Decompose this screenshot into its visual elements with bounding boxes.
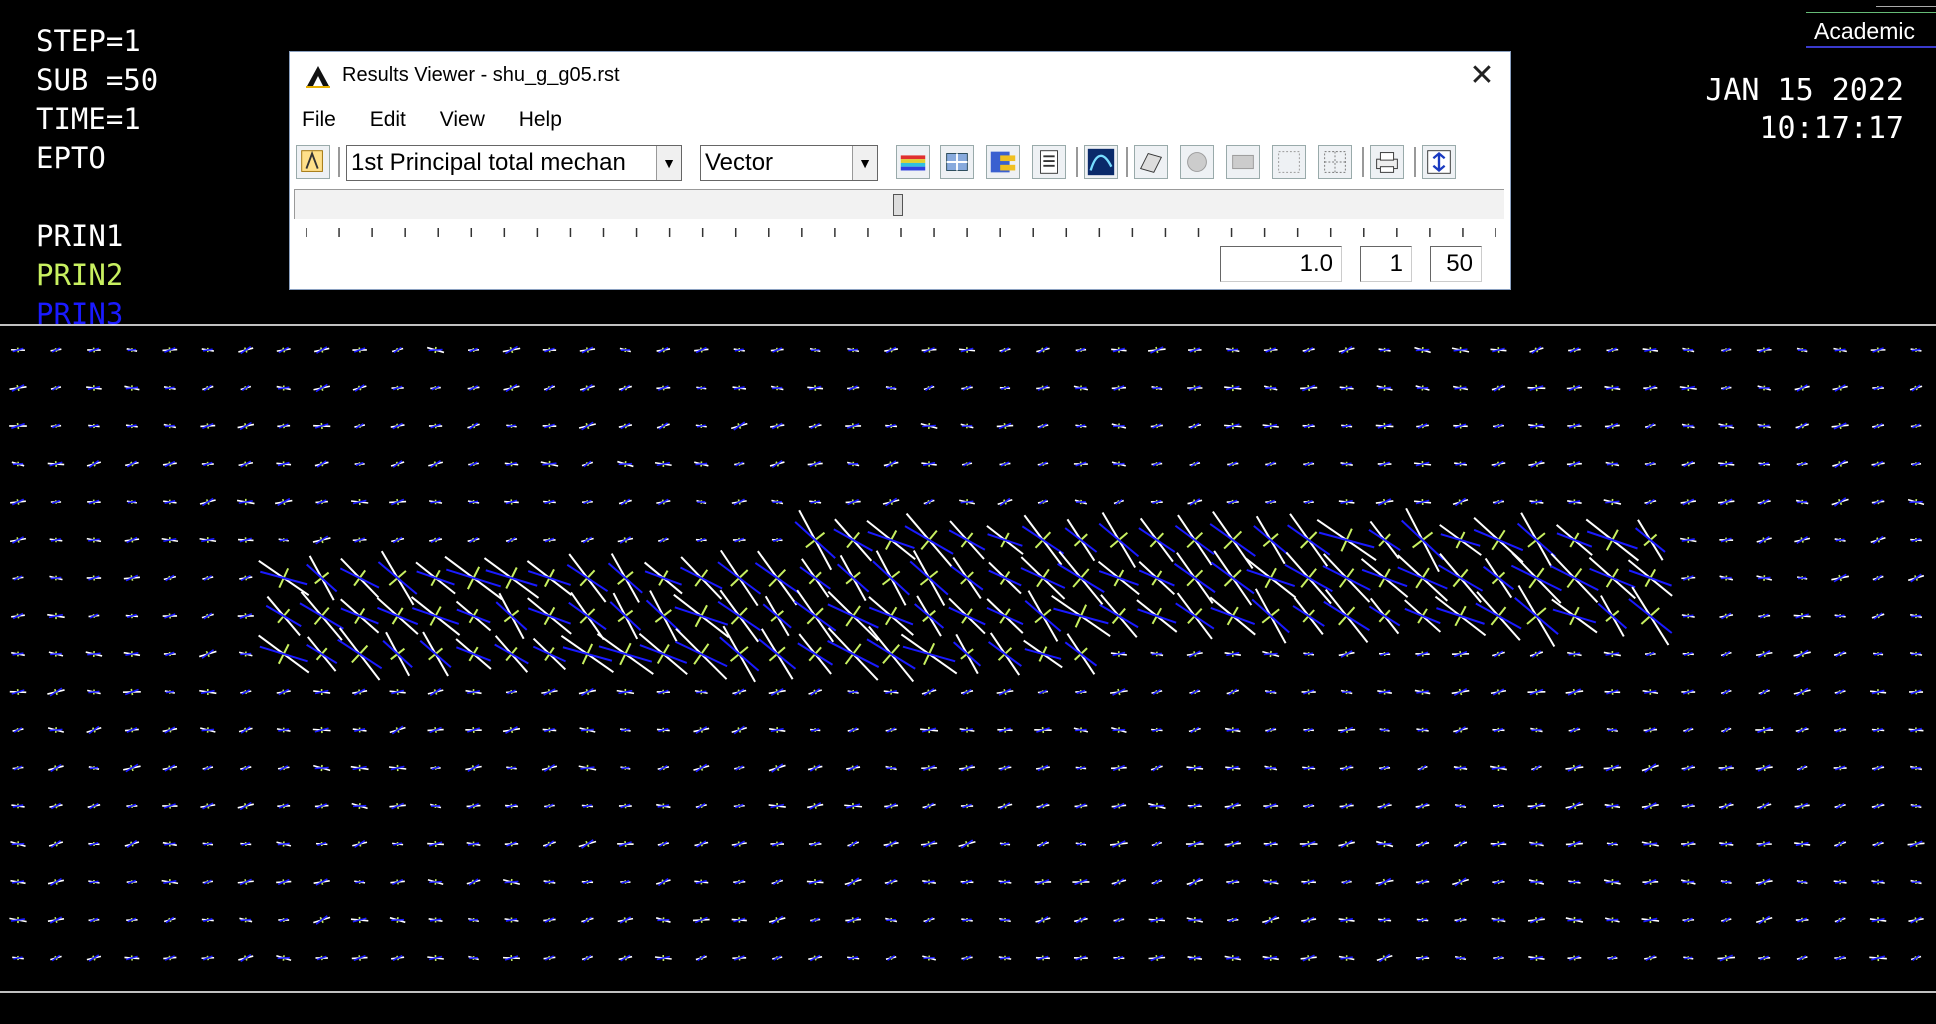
strain-vector <box>377 608 417 624</box>
strain-vector <box>469 958 478 959</box>
element-plot-icon[interactable] <box>940 145 974 179</box>
strain-vector <box>1909 502 1922 503</box>
plot-date: JAN 15 2022 <box>1705 73 1904 108</box>
strain-vector <box>391 920 404 921</box>
strain-vector <box>1247 570 1295 586</box>
strain-vector <box>838 564 869 591</box>
strain-vector <box>1759 537 1769 544</box>
strain-vector <box>989 642 1022 666</box>
strain-vector <box>1456 958 1465 959</box>
strain-vector <box>848 349 857 350</box>
strain-vector <box>307 645 337 663</box>
strain-vector <box>49 729 62 730</box>
strain-vector <box>12 844 25 845</box>
ansys-logo-icon <box>304 64 332 90</box>
strain-vector <box>1682 882 1694 883</box>
toolbar-separator <box>1414 147 1416 177</box>
strain-vector <box>1378 844 1392 845</box>
strain-vector <box>469 920 478 921</box>
result-item-label: EPTO <box>36 141 106 175</box>
strain-vector <box>1075 730 1087 731</box>
print-icon[interactable] <box>1370 145 1404 179</box>
strain-vector <box>582 385 592 392</box>
strain-vector <box>657 920 669 921</box>
strain-vector <box>496 602 527 630</box>
menu-help[interactable]: Help <box>518 108 562 131</box>
strain-vector <box>240 654 251 655</box>
strain-vector <box>1759 388 1770 389</box>
strain-vector <box>949 608 985 625</box>
strain-vector <box>1797 502 1807 503</box>
strain-vector <box>355 841 365 848</box>
toolbar-separator <box>1126 147 1128 177</box>
strain-vector <box>1912 806 1921 807</box>
toolbar-separator <box>338 147 340 177</box>
strain-vector <box>1587 532 1637 549</box>
vector-plot <box>0 320 1936 1000</box>
strain-vector <box>1113 730 1126 731</box>
strain-vector <box>886 498 897 505</box>
strain-vector <box>772 388 782 389</box>
strain-vector <box>1293 606 1324 626</box>
strain-vector <box>772 502 782 503</box>
strain-vector <box>431 461 441 468</box>
time-slider[interactable] <box>294 189 1504 219</box>
academic-badge: Academic <box>1806 12 1936 48</box>
chevron-down-icon[interactable]: ▼ <box>656 146 681 180</box>
strain-vector <box>1441 534 1480 546</box>
strain-vector <box>1476 604 1521 629</box>
strain-vector <box>202 498 213 505</box>
strain-vector <box>1911 768 1921 769</box>
strain-vector <box>1288 525 1330 555</box>
strain-vector <box>1324 602 1370 631</box>
strain-vector <box>645 571 682 584</box>
slider-thumb[interactable] <box>893 194 903 216</box>
strain-vector <box>1021 568 1065 588</box>
strain-vector <box>127 841 137 848</box>
legend-prin1: PRIN1 <box>36 219 124 253</box>
plot-type-value: Vector <box>705 149 774 176</box>
strain-vector <box>1683 426 1693 427</box>
strain-vector <box>1025 601 1060 631</box>
strain-vector <box>734 726 744 733</box>
strain-vector <box>51 764 61 771</box>
strain-vector <box>695 463 707 464</box>
strain-vector <box>954 642 981 666</box>
strain-vector <box>1113 426 1125 427</box>
strain-vector <box>1874 613 1882 619</box>
strain-vector <box>1319 533 1374 548</box>
strain-vector <box>1798 882 1807 883</box>
list-results-icon[interactable] <box>1032 145 1066 179</box>
plot-datetime <box>1705 72 1904 148</box>
strain-vector <box>1474 530 1523 550</box>
strain-vector <box>417 571 455 584</box>
title-bar[interactable] <box>290 52 1510 100</box>
strain-vector <box>1758 577 1771 578</box>
grid-icon[interactable] <box>1318 145 1352 179</box>
capped-icon[interactable] <box>1272 145 1306 179</box>
legend-spacer <box>36 178 158 217</box>
time-value-field[interactable]: 1.0 <box>1220 246 1342 282</box>
strain-vector <box>675 607 728 624</box>
strain-vector <box>545 841 553 847</box>
strain-vector <box>718 562 761 594</box>
strain-vector <box>89 726 99 733</box>
strain-vector <box>800 567 830 589</box>
strain-vector <box>1150 805 1164 806</box>
strain-vector <box>828 641 879 667</box>
strain-vector <box>1796 650 1808 657</box>
strain-vector <box>1341 347 1352 354</box>
strain-vector <box>1175 526 1214 555</box>
strain-vector <box>505 881 519 882</box>
strain-vector <box>868 532 915 548</box>
strain-vector <box>1645 764 1656 772</box>
strain-vector <box>772 461 782 468</box>
window-title: Results Viewer - shu_g_g05.rst <box>342 64 620 86</box>
strain-vector <box>1075 387 1086 388</box>
strain-vector <box>241 347 251 354</box>
strain-vector <box>1254 526 1288 554</box>
strain-vector <box>469 423 477 429</box>
strain-vector <box>1629 570 1672 585</box>
strain-vector <box>1176 603 1214 628</box>
strain-vector <box>951 566 983 589</box>
strain-vector <box>456 647 490 660</box>
strain-vector <box>341 608 379 623</box>
strain-vector <box>528 608 570 623</box>
strain-vector <box>1911 574 1922 582</box>
strain-vector <box>1265 388 1276 389</box>
strain-vector <box>307 565 337 592</box>
strain-vector <box>1557 533 1592 546</box>
strain-vector <box>795 522 835 558</box>
results-viewer-window[interactable] <box>289 51 1511 290</box>
substep-label: SUB =50 <box>36 63 159 97</box>
strain-vector <box>316 384 327 391</box>
strain-vector <box>90 768 98 769</box>
legend-prin3: PRIN3 <box>36 297 124 331</box>
strain-vector <box>1912 385 1920 391</box>
strain-vector <box>202 650 214 658</box>
strain-vector <box>1436 608 1484 624</box>
strain-vector <box>528 571 570 585</box>
strain-vector <box>987 608 1023 624</box>
toolbar-separator <box>1362 147 1364 177</box>
strain-vector <box>1683 350 1693 351</box>
strain-vector <box>989 571 1021 586</box>
strain-vector <box>266 606 301 627</box>
legend-prin2: PRIN2 <box>36 258 124 292</box>
strain-vector <box>1252 599 1289 632</box>
strain-vector <box>1568 802 1580 809</box>
strain-vector <box>378 562 416 594</box>
strain-vector <box>165 426 175 427</box>
strain-vector <box>658 879 668 886</box>
query-results-icon[interactable] <box>986 145 1020 179</box>
strain-vector <box>316 916 327 924</box>
strain-vector <box>1138 609 1177 622</box>
results-legend <box>36 22 158 334</box>
strain-vector <box>278 958 290 959</box>
choose-result-icon[interactable] <box>296 145 330 179</box>
strain-vector <box>569 603 606 630</box>
strain-vector <box>848 464 858 465</box>
strain-vector <box>1099 524 1138 557</box>
strain-vector <box>1065 642 1096 665</box>
strain-vector <box>51 841 60 848</box>
strain-vector <box>887 388 895 389</box>
strain-vector <box>811 350 819 351</box>
expand-icon[interactable] <box>1422 145 1456 179</box>
strain-vector <box>241 920 251 921</box>
strain-vector <box>647 600 681 631</box>
strain-vector <box>51 577 62 578</box>
strain-vector <box>887 768 896 769</box>
strain-vector <box>905 526 953 554</box>
strain-vector <box>1532 347 1541 354</box>
strain-vector <box>609 563 643 593</box>
strain-vector <box>582 840 594 848</box>
strain-vector <box>1606 919 1618 920</box>
strain-vector <box>1417 388 1428 389</box>
toolbar <box>296 143 1506 183</box>
strain-vector <box>1113 464 1124 465</box>
strain-vector <box>659 423 668 429</box>
strain-vector <box>429 882 442 883</box>
time-label: TIME=1 <box>36 102 141 136</box>
strain-vector <box>1264 654 1278 655</box>
strain-vector <box>353 806 366 807</box>
strain-vector <box>1266 768 1276 769</box>
strain-vector <box>1873 536 1883 543</box>
slice-icon[interactable] <box>1226 145 1260 179</box>
plot-type-select[interactable] <box>700 145 878 181</box>
strain-vector <box>1402 521 1444 560</box>
strain-vector <box>13 464 23 465</box>
strain-vector <box>1099 571 1138 585</box>
strain-vector <box>1608 729 1617 730</box>
strain-vector <box>126 764 138 771</box>
strain-vector <box>1000 920 1009 921</box>
strain-vector <box>420 641 451 667</box>
strain-vector <box>610 602 640 630</box>
strain-vector <box>1065 528 1096 552</box>
strain-vector <box>1531 730 1541 731</box>
strain-vector <box>316 536 328 544</box>
strain-vector <box>1053 609 1108 624</box>
strain-vector <box>915 604 944 628</box>
strain-vector <box>1759 916 1770 924</box>
strain-vector <box>910 561 948 594</box>
strain-vector <box>903 647 955 662</box>
strain-vector <box>1369 606 1399 625</box>
strain-vector <box>922 426 936 427</box>
strain-vector <box>734 422 745 430</box>
contour-plot-icon[interactable] <box>896 145 930 179</box>
strain-vector <box>755 563 799 593</box>
strain-vector <box>1342 692 1351 693</box>
strain-vector <box>1362 570 1407 586</box>
vector-field <box>9 346 1924 961</box>
strain-vector <box>1114 879 1124 885</box>
strain-vector <box>1598 604 1626 629</box>
strain-vector <box>1139 528 1175 552</box>
strain-vector <box>260 572 307 584</box>
strain-vector <box>1722 881 1731 882</box>
strain-vector <box>759 639 796 669</box>
strain-vector <box>50 879 61 886</box>
strain-vector <box>1210 524 1255 556</box>
strain-vector <box>1379 954 1389 962</box>
strain-vector <box>811 689 820 696</box>
strain-vector <box>383 641 412 668</box>
strain-vector <box>619 464 632 465</box>
strain-vector <box>412 608 458 624</box>
menu-view[interactable]: View <box>439 108 485 131</box>
strain-vector <box>582 422 594 430</box>
strain-vector <box>1285 565 1332 592</box>
strain-vector <box>772 916 783 923</box>
strain-vector <box>457 610 490 623</box>
strain-vector <box>923 958 934 959</box>
strain-vector <box>1022 526 1063 553</box>
strain-vector <box>1836 841 1844 847</box>
strain-vector <box>1100 605 1138 627</box>
strain-vector <box>429 350 443 351</box>
strain-vector <box>1038 917 1048 924</box>
menu-bar <box>302 108 590 138</box>
strain-vector <box>949 530 985 550</box>
strain-vector <box>563 647 612 661</box>
strain-vector <box>1455 878 1466 886</box>
strain-vector <box>128 350 136 351</box>
isosurface-icon[interactable] <box>1180 145 1214 179</box>
strain-vector <box>240 802 251 809</box>
strain-vector <box>1025 649 1061 659</box>
strain-vector <box>260 647 308 662</box>
step-label: STEP=1 <box>36 24 141 58</box>
strain-vector <box>1189 878 1200 886</box>
strain-vector <box>1636 528 1665 552</box>
strain-vector <box>1590 569 1636 587</box>
strain-vector <box>772 764 783 772</box>
animate-icon[interactable] <box>1134 145 1168 179</box>
strain-vector <box>1835 460 1846 467</box>
strain-vector <box>533 647 565 662</box>
strain-vector <box>621 767 629 768</box>
strain-vector <box>1796 688 1808 695</box>
strain-vector <box>848 878 859 886</box>
strain-vector <box>1553 610 1596 623</box>
strain-vector <box>1720 425 1733 426</box>
result-item-value: 1st Principal total mechan <box>351 149 626 176</box>
strain-vector <box>798 643 833 665</box>
strain-vector <box>300 603 343 628</box>
strain-vector <box>50 688 62 696</box>
strain-vector <box>1456 805 1465 806</box>
strain-vector <box>430 689 441 696</box>
strain-vector <box>1484 567 1514 590</box>
strain-vector <box>1455 498 1465 505</box>
strain-vector <box>988 534 1023 546</box>
strain-vector <box>392 726 403 734</box>
strain-vector <box>338 640 382 669</box>
strain-vector <box>506 385 517 392</box>
substep-field[interactable]: 50 <box>1430 246 1482 282</box>
toolbar-separator <box>1076 147 1078 177</box>
strain-vector <box>315 768 329 769</box>
strain-vector <box>166 691 174 692</box>
strain-vector <box>696 764 707 771</box>
strain-vector <box>567 565 607 591</box>
strain-vector <box>1175 564 1216 593</box>
strain-vector <box>1912 882 1921 883</box>
strain-vector <box>50 654 62 655</box>
strain-vector <box>1211 563 1254 594</box>
graph-icon[interactable] <box>1084 145 1118 179</box>
strain-vector <box>1211 608 1255 624</box>
strain-vector <box>340 568 379 587</box>
strain-vector <box>89 461 98 468</box>
strain-vector <box>1265 916 1276 924</box>
chevron-down-icon[interactable]: ▼ <box>852 146 877 180</box>
result-item-select[interactable] <box>346 145 682 181</box>
strain-vector <box>355 385 364 391</box>
plot-time: 10:17:17 <box>1759 111 1904 146</box>
strain-vector <box>961 840 972 848</box>
strain-vector <box>1515 598 1558 634</box>
strain-vector <box>1629 599 1672 633</box>
close-button[interactable]: ✕ <box>1469 59 1495 92</box>
brand-top-strip <box>1876 0 1936 7</box>
strain-vector <box>1416 350 1429 351</box>
strain-vector <box>495 645 529 664</box>
strain-vector <box>544 765 554 772</box>
strain-vector <box>1759 803 1769 809</box>
strain-vector <box>962 426 972 427</box>
strain-vector <box>1721 578 1732 579</box>
strain-vector <box>393 461 402 468</box>
strain-vector <box>869 608 913 625</box>
strain-vector <box>1152 388 1161 389</box>
strain-vector <box>1532 651 1541 657</box>
strain-vector <box>834 529 873 551</box>
strain-vector <box>763 604 791 628</box>
strain-vector <box>680 568 722 589</box>
strain-vector <box>924 689 934 696</box>
strain-vector <box>873 561 909 594</box>
step-field[interactable]: 1 <box>1360 246 1412 282</box>
strain-vector <box>1139 570 1174 585</box>
strain-vector <box>1834 498 1845 506</box>
strain-vector <box>1530 882 1542 883</box>
strain-vector <box>278 843 290 844</box>
strain-vector <box>202 729 214 730</box>
menu-edit[interactable]: Edit <box>369 108 406 131</box>
strain-vector <box>886 920 896 921</box>
strain-vector <box>241 955 251 962</box>
slider-ticks <box>306 228 1496 240</box>
strain-vector <box>1000 498 1010 505</box>
strain-vector <box>1834 574 1846 581</box>
strain-vector <box>1518 524 1556 557</box>
strain-vector <box>1405 609 1440 623</box>
menu-file[interactable]: File <box>302 108 336 131</box>
